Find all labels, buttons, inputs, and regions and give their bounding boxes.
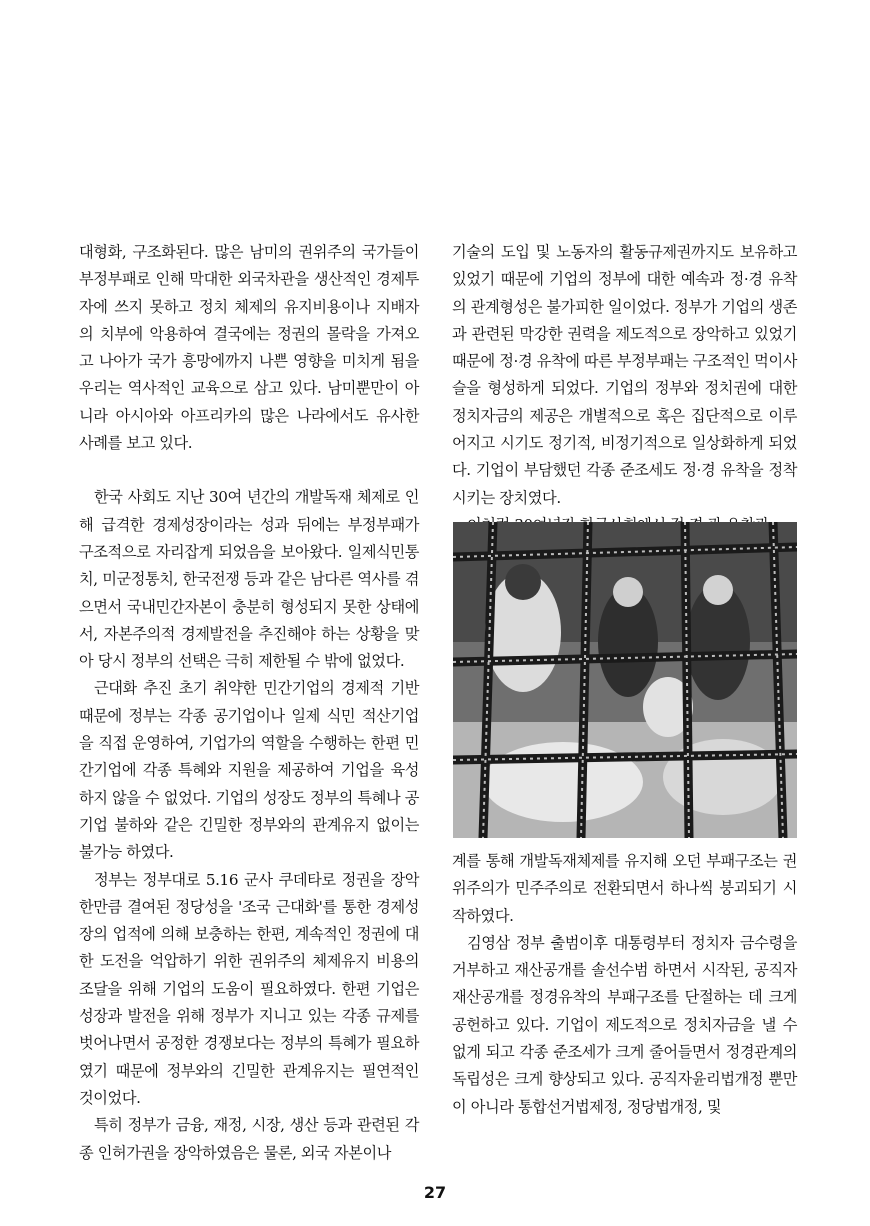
paragraph: 김영삼 정부 출범이후 대통령부터 정치자 금수령을 거부하고 재산공개를 솔선수범 하면서 시작된, 공직자재산공개를 정경유착의 부패구조를 단절하는 데 크게 공헌하고 있다. 기업이 제도적으로 정치자금을 낼 수 없게 되고 각종 준조세가 크게 줄어들면서 정경관계의 독립성은 크게 향상되고 있다. 공직자윤리법개정 뿐만이 아니라 통합선거법제정, 정당법개정, 및: [452, 933, 798, 1116]
right-column-bottom: [452, 848, 797, 1121]
page-number: 27: [423, 1183, 447, 1202]
paragraph: 계를 통해 개발독재체제를 유지해 오던 부패구조는 권위주의가 민주주의로 전환되면서 하나씩 붕괴되기 시작하였다.: [452, 852, 797, 925]
paragraph: 정부는 정부대로 5.16 군사 쿠데타로 정권을 장악한만큼 결여된 정당성을 '조국 근대화'를 통한 경제성장의 업적에 의해 보충하는 한편, 계속적인 정권에 대한 도전을 억압하기 위한 권위주의 체제유지 비용의 조달을 위해 기업의 도움이 필요하였다. 한편 기업은 성장과 발전을 위해 정부가 지니고 있는 각종 규제를 벗어나면서 공정한 경쟁보다는 정부의 특혜가 필요하였기 때문에 정부와의 긴밀한 관계유지는 필연적인 것이었다.: [79, 870, 419, 1107]
photo-illustration: [453, 522, 797, 838]
photograph-figure: [453, 522, 797, 838]
paragraph: 근대화 추진 초기 취약한 민간기업의 경제적 기반 때문에 정부는 각종 공기업이나 일제 식민 적산기업을 직접 운영하여, 기업가의 역할을 수행하는 한편 민간기업에 각종 특혜와 지원을 제공하여 기업을 육성하지 않을 수 없었다. 기업의 성장도 정부의 특혜나 공기업 불하와 같은 긴밀한 정부와의 관계유지 없이는 불가능 하였다.: [79, 679, 419, 862]
paragraph: 기술의 도입 및 노동자의 활동규제권까지도 보유하고 있었기 때문에 기업의 정부에 대한 예속과 정·경 유착의 관계형성은 불가피한 일이었다. 정부가 기업의 생존과 관련된 막강한 권력을 제도적으로 장악하고 있었기 때문에 정·경 유착에 따른 부정부패는 구조적인 먹이사슬을 형성하게 되었다. 기업의 정부와 정치권에 대한 정치자금의 제공은 개별적으로 혹은 집단적으로 이루어지고 시기도 정기적, 비정기적으로 일상화하게 되었다. 기업이 부담했던 각종 준조세도 정·경 유착을 정착시키는 장치였다.: [452, 243, 797, 507]
paragraph: 대형화, 구조화된다. 많은 남미의 권위주의 국가들이 부정부패로 인해 막대한 외국차관을 생산적인 경제투자에 쓰지 못하고 정치 체제의 유지비용이나 지배자의 치부에 악용하여 결국에는 정권의 몰락을 가져오고 나아가 국가 흥망에까지 나쁜 영향을 미치게 됨을 우리는 역사적인 교육으로 삼고 있다. 남미뿐만이 아니라 아시아와 아프리카의 많은 나라에서도 유사한 사례를 보고 있다.: [79, 243, 419, 453]
right-column-top: [452, 239, 797, 539]
paragraph: 특히 정부가 금융, 재정, 시장, 생산 등과 관련된 각종 인허가권을 장악하였음은 물론, 외국 자본이나: [79, 1116, 419, 1162]
paragraph: 한국 사회도 지난 30여 년간의 개발독재 체제로 인해 급격한 경제성장이라는 성과 뒤에는 부정부패가 구조적으로 자리잡게 되었음을 보아왔다. 일제식민통치, 미군정통치, 한국전쟁 등과 같은 남다른 역사를 겪으면서 국내민간자본이 충분히 형성되지 못한 상태에서, 자본주의적 경제발전을 추진해야 하는 상황을 맞아 당시 정부의 선택은 극히 제한될 수 밖에 없었다.: [79, 488, 419, 671]
left-column: [79, 239, 419, 1167]
